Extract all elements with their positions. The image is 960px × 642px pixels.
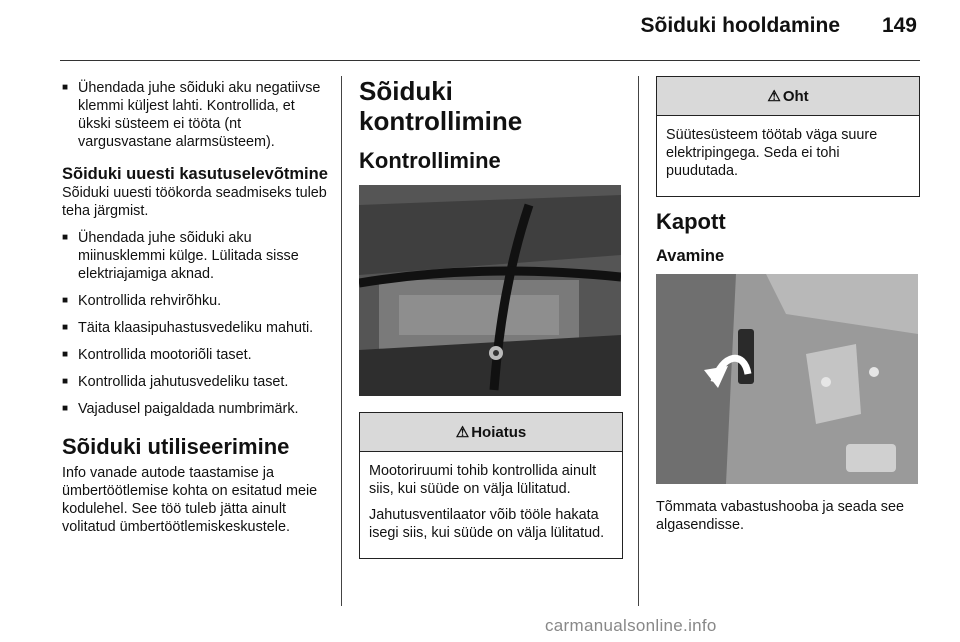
danger-box-body <box>657 116 919 196</box>
warning-box-header <box>360 413 622 452</box>
page-header-title: Sõiduki hooldamine <box>640 14 840 37</box>
opening-sub-heading: Avamine <box>656 247 725 265</box>
warning-paragraph: Mootoriruumi tohib kontrollida ainult siis, kui süüde on välja lülitatud. <box>369 463 597 497</box>
column-right <box>656 76 920 534</box>
column-divider <box>341 76 342 606</box>
section-heading: Sõiduki uuesti kasutuselevõtmine <box>62 165 328 183</box>
list-item: ■ Ühendada juhe sõiduki aku miinusklemmi külge. Lülitada sisse elektriajamiga aknad. <box>62 229 330 283</box>
hood-heading: Kapott <box>656 209 726 234</box>
danger-title: Oht <box>782 87 809 105</box>
danger-box-header <box>657 77 919 116</box>
warning-triangle-icon: ⚠ <box>455 424 470 441</box>
warning-triangle-icon: ⚠ <box>767 88 781 105</box>
list-item: ■ Vajadusel paigaldada numbrimärk. <box>62 400 330 418</box>
danger-text: Süütesüsteem töötab väga suure elektripingega. Seda ei tohi puudutada. <box>666 127 878 179</box>
figure-caption: Tõmmata vabastushooba ja seada see algasendisse. <box>656 499 904 533</box>
intro-list <box>62 79 330 151</box>
warning-box-body <box>360 452 622 558</box>
sub-heading: Kontrollimine <box>359 148 501 173</box>
engine-bay-photo <box>359 185 621 396</box>
section-text: Sõiduki uuesti töökorda seadmiseks tuleb teha järgmist. <box>62 185 327 219</box>
list-item: ■ Kontrollida rehvirõhku. <box>62 292 330 310</box>
warning-title: Hoiatus <box>471 423 527 441</box>
list-item: ■ Kontrollida mootoriõli taset. <box>62 346 330 364</box>
column-middle <box>359 76 623 559</box>
disposal-text: Info vanade autode taastamise ja ümbertöötlemise kohta on esitatud meie kodulehel. See töö tuleb jätta ainult volitatud ümbertöötlemiskeskustele. <box>62 465 318 535</box>
column-divider <box>638 76 639 606</box>
main-heading: Sõiduki kontrollimine <box>359 76 523 136</box>
watermark: carmanualsonline.info <box>545 616 717 635</box>
column-left <box>62 79 330 536</box>
hood-release-photo <box>656 274 918 484</box>
list-item: ■ Ühendada juhe sõiduki aku negatiivse klemmi küljest lahti. Kontrollida, et ükski süsteem ei tööta (nt vargusvastane alarmsüsteem). <box>62 79 330 151</box>
danger-box <box>656 76 920 197</box>
list-item: ■ Kontrollida jahutusvedeliku taset. <box>62 373 330 391</box>
disposal-heading: Sõiduki utiliseerimine <box>62 434 290 459</box>
page-number: 149 <box>881 14 917 37</box>
checklist <box>62 229 330 418</box>
warning-paragraph: Jahutusventilaator võib tööle hakata isegi siis, kui süüde on välja lülitatud. <box>369 507 605 541</box>
header-rule <box>60 60 920 61</box>
warning-box <box>359 412 623 559</box>
list-item: ■ Täita klaasipuhastusvedeliku mahuti. <box>62 319 330 337</box>
